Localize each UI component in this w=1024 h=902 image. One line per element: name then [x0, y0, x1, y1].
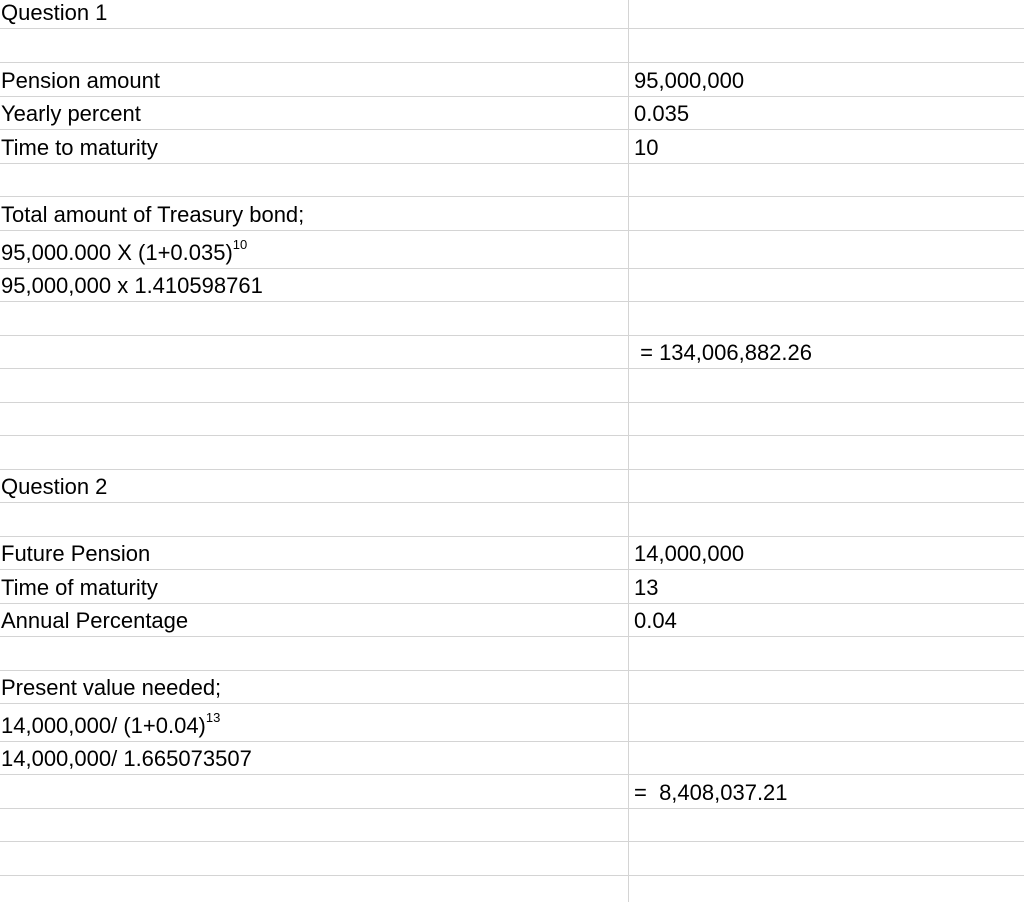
cell-a[interactable]: 95,000,000 x 1.410598761	[1, 273, 263, 298]
cell-a[interactable]: Time to maturity	[1, 135, 158, 160]
sheet-row	[0, 809, 1024, 842]
cell-a[interactable]: 14,000,000/ 1.665073507	[1, 746, 252, 771]
cell-a[interactable]: Present value needed;	[1, 675, 222, 700]
cell-b[interactable]: 0.04	[634, 608, 677, 633]
cell-a[interactable]: Question 2	[1, 474, 108, 499]
cell-a[interactable]: Question 1	[1, 0, 108, 25]
sheet-row	[0, 369, 1024, 403]
cell-b[interactable]: 0.035	[634, 101, 690, 126]
sheet-row	[0, 775, 1024, 809]
sheet-row	[0, 436, 1024, 470]
sheet-row	[0, 231, 1024, 269]
cell-b[interactable]: 14,000,000	[634, 541, 745, 566]
cell-b[interactable]: = 8,408,037.21	[634, 780, 788, 805]
sheet-row	[0, 403, 1024, 436]
formula-text: 95,000.000 X (1+0.035)	[1, 240, 233, 265]
sheet-row	[0, 671, 1024, 704]
sheet-row	[0, 470, 1024, 503]
sheet-row	[0, 29, 1024, 63]
formula-text: 14,000,000/ (1+0.04)	[1, 713, 206, 738]
cell-a[interactable]	[1, 236, 248, 265]
cell-a[interactable]: Yearly percent	[1, 101, 141, 126]
sheet-row	[0, 570, 1024, 604]
sheet-row	[0, 63, 1024, 97]
sheet-row	[0, 269, 1024, 302]
cell-a[interactable]: Future Pension	[1, 541, 151, 566]
sheet-row	[0, 130, 1024, 164]
cell-a[interactable]	[1, 709, 221, 738]
exponent: 10	[232, 236, 248, 252]
cell-a[interactable]: Time of maturity	[1, 575, 158, 600]
sheet-row	[0, 197, 1024, 231]
sheet-row	[0, 604, 1024, 637]
sheet-row	[0, 164, 1024, 197]
sheet-row	[0, 302, 1024, 336]
cell-b[interactable]: 95,000,000	[634, 68, 745, 93]
cell-a[interactable]: Pension amount	[1, 68, 160, 93]
sheet-row	[0, 637, 1024, 671]
sheet-row	[0, 876, 1024, 902]
sheet-row	[0, 0, 1024, 29]
cell-b[interactable]: = 134,006,882.26	[634, 340, 812, 365]
sheet-row	[0, 704, 1024, 742]
sheet-row	[0, 503, 1024, 537]
cell-a[interactable]: Annual Percentage	[1, 608, 189, 633]
cell-b[interactable]: 13	[634, 575, 659, 600]
sheet-row	[0, 97, 1024, 130]
sheet-row	[0, 742, 1024, 775]
sheet-row	[0, 537, 1024, 570]
cell-b[interactable]: 10	[634, 135, 659, 160]
sheet-row	[0, 842, 1024, 876]
exponent: 13	[205, 709, 221, 725]
sheet-row	[0, 336, 1024, 369]
cell-a[interactable]: Total amount of Treasury bond;	[1, 202, 305, 227]
